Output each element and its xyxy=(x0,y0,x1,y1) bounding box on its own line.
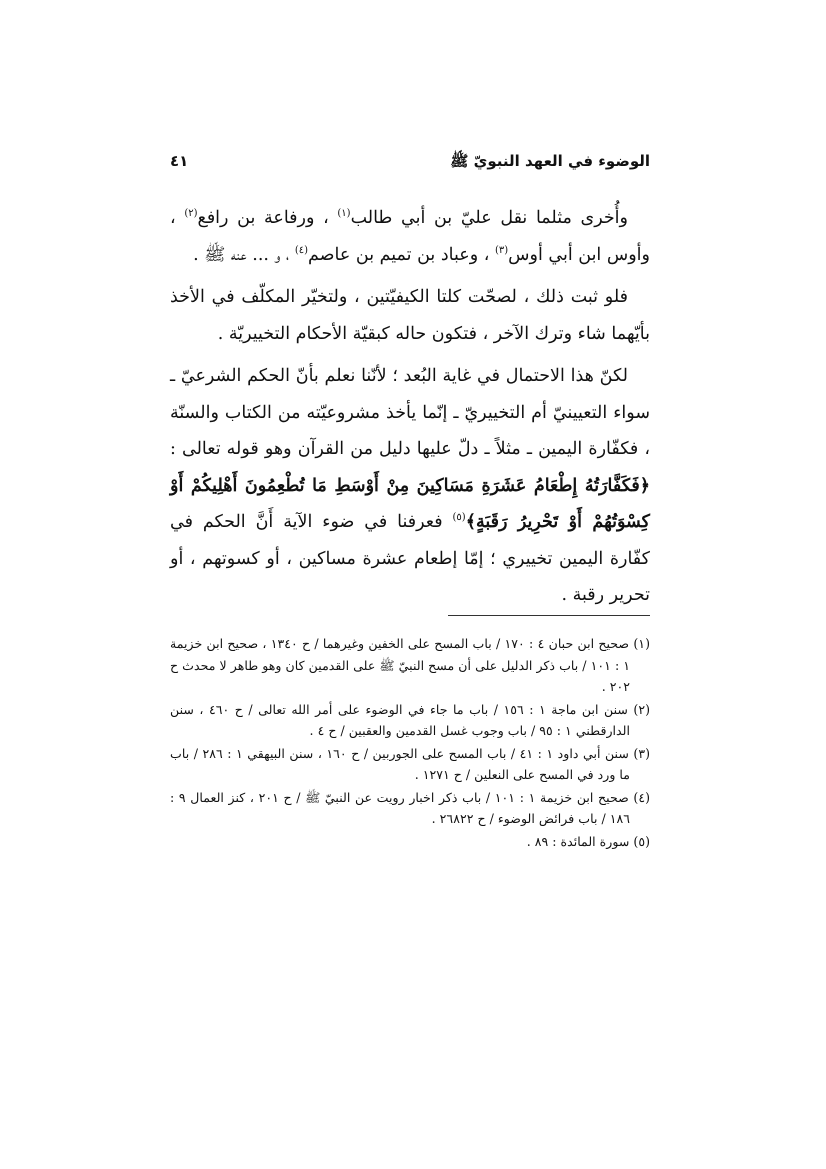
text-run: فلو ثبت ذلك ، لصحّت كلتا الكيفيّتين ، ولتخيّر المكلّف في الأخذ بأيّهما شاء وترك الآخر ، فتكون حاله كبقيّة الأحكام التخييريّة . xyxy=(170,287,650,344)
footnote-3: (٣) سنن أبي داود ١ : ٤١ / باب المسح على الجوربين / ح ١٦٠ ، سنن البيهقي ١ : ٢٨٦ / باب ما ورد في المسح على النعلين / ح ١٢٧١ . xyxy=(170,745,651,782)
body-text xyxy=(170,200,650,620)
running-title: الوضوء في العهد النبويّ ﷺ xyxy=(450,152,650,170)
page-header xyxy=(170,152,650,180)
footnote-ref: (٥) xyxy=(452,512,466,524)
paragraph-2 xyxy=(170,279,650,352)
footnote-ref: (٣) xyxy=(494,244,509,256)
text-run: ، و ... عنه ﷺ . xyxy=(193,244,295,265)
footnote-2: (٢) سنن ابن ماجة ١ : ١٥٦ / باب ما جاء في الوضوء على أمر الله تعالى / ح ٤٦٠ ، سنن الدارقطني ١ : ٩٥ / باب وجوب غسل القدمين والعقبين / ح ٤ . xyxy=(170,701,651,738)
footnotes xyxy=(170,633,650,853)
paragraph-1 xyxy=(170,200,650,273)
quran-verse: ﴿فَكَفَّارَتُهُ إِطْعَامُ عَشَرَةِ مَسَاكِينَ مِنْ أَوْسَطِ مَا تُطْعِمُونَ أَهْلِيكُمْ أَوْ كِسْوَتُهُمْ أَوْ تَحْرِيرُ رَقَبَةٍ﴾ xyxy=(170,475,650,532)
text-run: فعرفنا في ضوء الآية أَنَّ الحكم في كفّارة اليمين تخييري ؛ إمّا إطعام عشرة مساكين ، أو كسوتهم ، أو تحرير رقبة . xyxy=(170,512,650,605)
footnote-ref: (٢) xyxy=(184,208,198,220)
footnote-ref: (١) xyxy=(337,208,351,220)
footnote-1: (١) صحيح ابن حبان ٤ : ١٧٠ / باب المسح على الخفين وغيرهما / ح ١٣٤٠ ، صحيح ابن خزيمة ١ : ١٠١ / باب ذكر الدليل على أن مسح النبيّ ﷺ على القدمين كان وهو طاهر لا محدث ح ٢٠٢ . xyxy=(170,636,650,694)
paragraph-3 xyxy=(170,358,650,614)
footnote-separator xyxy=(448,615,650,616)
text-run: ، وعباد بن تميم بن عاصم xyxy=(308,244,495,265)
footnote-ref: (٤) xyxy=(294,244,309,256)
page-number: ٤١ xyxy=(170,152,189,170)
text-run: وأُخرى مثلما نقل عليّ بن أبي طالب xyxy=(350,208,628,228)
text-run: ، ورفاعة بن رافع xyxy=(197,208,338,228)
footnote-4: (٤) صحيح ابن خزيمة ١ : ١٠١ / باب ذكر اخبار رويت عن النبيّ ﷺ / ح ٢٠١ ، كنز العمال ٩ : ١٨٦ / باب فرائض الوضوء / ح ٢٦٨٢٢ . xyxy=(170,789,650,826)
footnote-5: (٥) سورة المائدة : ٨٩ . xyxy=(526,833,650,849)
text-run: لكنّ هذا الاحتمال في غاية البُعد ؛ لأنّنا نعلم بأنّ الحكم الشرعيّ ـ سواء التعيينيّ أم التخييريّ ـ إنّما يأخذ مشروعيّته من الكتاب والسنّة ، فكفّارة اليمين ـ مثلاً ـ دلّ عليها دليل من القرآن وهو قوله تعالى : xyxy=(170,366,650,459)
text-run: ، وأوس ابن أبي أوس xyxy=(170,208,650,265)
